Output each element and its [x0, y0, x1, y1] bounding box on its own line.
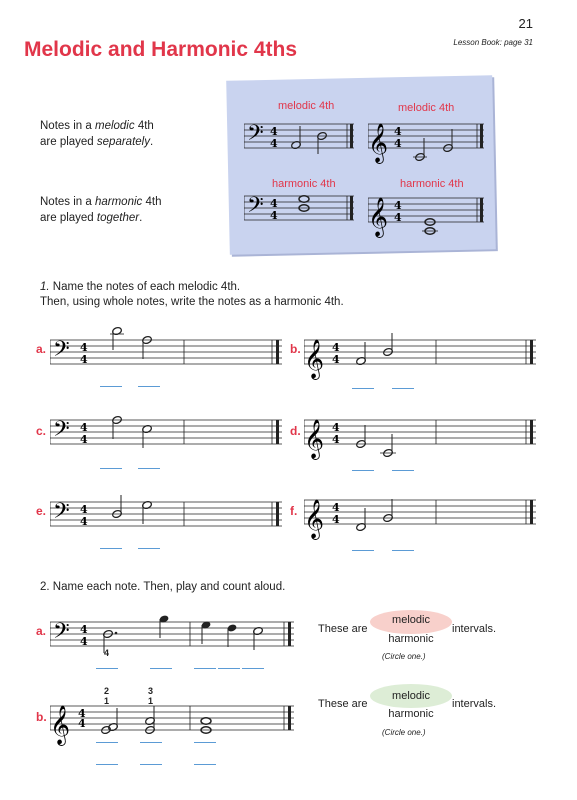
treble-clef-icon: 𝄞: [304, 339, 325, 379]
box-label-melodic-bass: melodic 4th: [278, 100, 335, 112]
circle-one-note: (Circle one.): [382, 652, 426, 661]
answer-blank[interactable]: [194, 764, 216, 765]
answer-blank[interactable]: [138, 468, 160, 469]
svg-text:4: 4: [80, 433, 88, 446]
answer-blank[interactable]: [140, 764, 162, 765]
item-letter-2a: a.: [36, 624, 47, 638]
exercise1-staff-c: [50, 408, 284, 458]
harmonic-option[interactable]: harmonic: [388, 633, 434, 645]
exercise2-staff-b: [50, 688, 300, 752]
svg-text:4: 4: [80, 421, 88, 434]
svg-text:4: 4: [394, 211, 402, 224]
answer-blank[interactable]: [352, 388, 374, 389]
circle-one-note: (Circle one.): [382, 728, 426, 737]
answer-blank[interactable]: [194, 742, 216, 743]
exercise1-staff-b: [304, 322, 538, 382]
these-are-label: These are: [318, 623, 368, 635]
item-letter-a: a.: [36, 342, 47, 356]
svg-text:4: 4: [332, 341, 340, 354]
finger-number: 2: [104, 686, 110, 696]
exercise1-staff-f: [304, 484, 538, 546]
text-fragment: .: [139, 212, 143, 224]
answer-blank[interactable]: [194, 668, 216, 669]
lesson-reference: Lesson Book: page 31: [453, 38, 533, 47]
answer-blank[interactable]: [242, 668, 264, 669]
emphasis: melodic: [94, 120, 135, 132]
answer-blank[interactable]: [100, 468, 122, 469]
svg-text:4: 4: [80, 503, 88, 516]
answer-blank[interactable]: [150, 668, 172, 669]
item-letter-2b: b.: [36, 710, 47, 724]
text-fragment: 4th: [142, 196, 162, 208]
bass-clef-icon: 𝄢: [53, 619, 70, 649]
text-fragment: .: [149, 136, 154, 148]
finger-number: 3: [148, 686, 154, 696]
treble-clef-icon: 𝄞: [304, 419, 325, 459]
page-number: 21: [518, 16, 533, 31]
answer-blank[interactable]: [96, 764, 118, 765]
svg-text:4: 4: [270, 137, 278, 150]
melodic-option[interactable]: melodic: [392, 690, 430, 702]
text-fragment: Notes in a: [40, 196, 95, 208]
instruction-line: Name the notes of each melodic 4th.: [52, 281, 241, 293]
emphasis: separately: [96, 136, 150, 148]
example-staff-melodic-treble: [368, 112, 486, 164]
treble-clef-icon: 𝄞: [368, 197, 389, 237]
text-fragment: 4th: [134, 120, 154, 132]
melodic-definition: [40, 118, 154, 150]
svg-text:4: 4: [332, 513, 340, 526]
bass-clef-icon: 𝄢: [53, 337, 70, 367]
svg-text:4: 4: [80, 341, 88, 354]
item-letter-c: c.: [36, 424, 47, 438]
exercise2-instructions: 2. Name each note. Then, play and count aloud.: [40, 581, 286, 593]
harmonic-definition: [40, 194, 161, 226]
exercise2-staff-a: [50, 606, 300, 658]
exercise1-staff-d: [304, 404, 538, 466]
answer-blank[interactable]: [352, 470, 374, 471]
intervals-label: intervals.: [452, 698, 497, 710]
finger-number: 1: [148, 696, 154, 706]
box-label-harmonic-bass: harmonic 4th: [272, 178, 336, 190]
bass-clef-icon: 𝄢: [53, 417, 70, 447]
item-letter-d: d.: [290, 424, 301, 438]
svg-text:4: 4: [80, 515, 88, 528]
svg-text:4: 4: [270, 125, 278, 138]
answer-blank[interactable]: [140, 742, 162, 743]
svg-text:4: 4: [394, 125, 402, 138]
bass-clef-icon: 𝄢: [247, 193, 264, 223]
box-label-harmonic-treble: harmonic 4th: [400, 178, 464, 190]
answer-blank[interactable]: [138, 386, 160, 387]
text-fragment: are played: [40, 136, 97, 148]
item-letter-e: e.: [36, 504, 47, 518]
answer-blank[interactable]: [138, 548, 160, 549]
text-fragment: Notes in a: [40, 120, 95, 132]
answer-blank[interactable]: [218, 668, 240, 669]
item-letter-b: b.: [290, 342, 301, 356]
svg-text:4: 4: [270, 209, 278, 222]
svg-text:4: 4: [394, 137, 402, 150]
svg-text:4: 4: [270, 197, 278, 210]
text-fragment: are played: [40, 212, 97, 224]
instruction-line: Then, using whole notes, write the notes as a harmonic 4th.: [40, 296, 344, 308]
example-staff-harmonic-treble: [368, 186, 486, 242]
finger-number: 1: [104, 696, 110, 706]
page-title: Melodic and Harmonic 4ths: [24, 38, 298, 61]
svg-text:4: 4: [78, 717, 86, 730]
example-staff-melodic-bass: [244, 118, 356, 158]
exercise1-staff-e: [50, 488, 284, 538]
answer-blank[interactable]: [392, 470, 414, 471]
intervals-label: intervals.: [452, 623, 497, 635]
exercise1-staff-a: [50, 326, 284, 376]
svg-text:4: 4: [80, 353, 88, 366]
answer-blank[interactable]: [352, 550, 374, 551]
treble-clef-icon: 𝄞: [368, 123, 389, 163]
answer-blank[interactable]: [100, 548, 122, 549]
box-label-melodic-treble: melodic 4th: [398, 102, 455, 114]
emphasis: together: [96, 212, 140, 224]
finger-number: 4: [104, 648, 110, 658]
svg-text:4: 4: [332, 353, 340, 366]
answer-blank[interactable]: [96, 668, 118, 669]
harmonic-option[interactable]: harmonic: [388, 708, 434, 720]
melodic-option[interactable]: melodic: [392, 614, 430, 626]
bass-clef-icon: 𝄢: [247, 121, 264, 151]
exercise-number: 1.: [40, 281, 50, 293]
svg-text:4: 4: [80, 635, 88, 648]
svg-text:4: 4: [332, 421, 340, 434]
answer-blank[interactable]: [392, 550, 414, 551]
svg-text:4: 4: [80, 623, 88, 636]
item-letter-f: f.: [290, 504, 298, 518]
svg-text:4: 4: [332, 433, 340, 446]
emphasis: harmonic: [94, 196, 143, 208]
answer-blank[interactable]: [96, 742, 118, 743]
treble-clef-icon: 𝄞: [50, 705, 71, 745]
svg-text:4: 4: [332, 501, 340, 514]
answer-blank[interactable]: [100, 386, 122, 387]
svg-text:4: 4: [394, 199, 402, 212]
these-are-label: These are: [318, 698, 368, 710]
example-staff-harmonic-bass: [244, 190, 356, 230]
treble-clef-icon: 𝄞: [304, 499, 325, 539]
bass-clef-icon: 𝄢: [53, 499, 70, 529]
answer-blank[interactable]: [392, 388, 414, 389]
svg-text:4: 4: [78, 707, 86, 720]
exercise1-instructions: [40, 280, 344, 310]
